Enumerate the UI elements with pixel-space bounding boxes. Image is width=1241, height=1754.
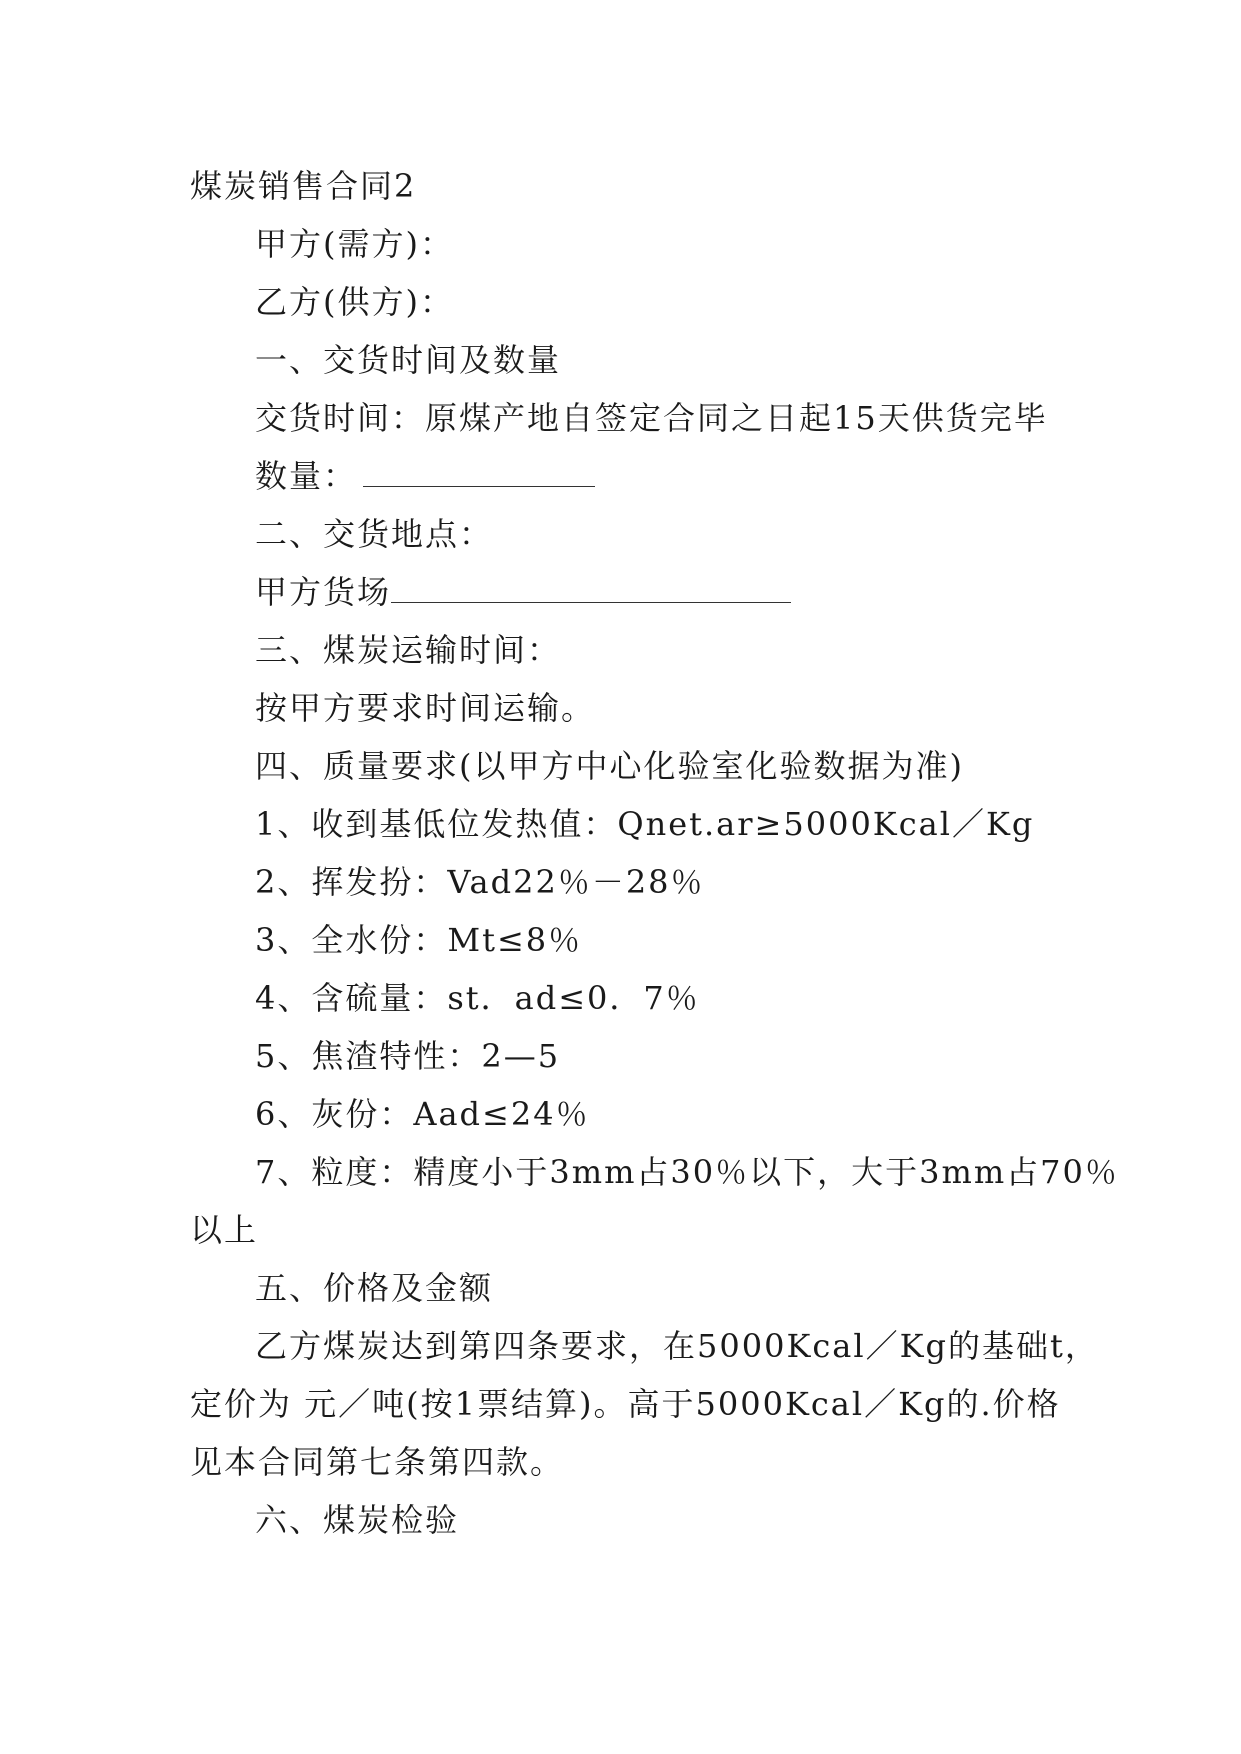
quality-item-1: 1、收到基低位发热值：Qnet.ar≥5000Kcal／Kg xyxy=(255,805,1035,843)
quality-item-4: 4、含硫量：st．ad≤0．7％ xyxy=(255,979,700,1017)
delivery-place-label: 甲方货场 xyxy=(255,573,392,611)
delivery-time: 交货时间：原煤产地自签定合同之日起15天供货完毕 xyxy=(255,399,1048,437)
quality-item-5: 5、焦渣特性：2—5 xyxy=(255,1037,561,1075)
party-a: 甲方(需方)： xyxy=(255,225,454,263)
quantity-line xyxy=(255,456,595,496)
section-5-line-2: 定价为 元／吨(按1票结算)。高于5000Kcal／Kg的.价格 xyxy=(190,1385,1061,1423)
section-5-line-3: 见本合同第七条第四款。 xyxy=(190,1443,565,1481)
section-4-heading: 四、质量要求(以甲方中心化验室化验数据为准) xyxy=(255,747,964,785)
section-3-body: 按甲方要求时间运输。 xyxy=(255,689,596,727)
delivery-place-blank xyxy=(391,574,791,603)
quality-item-7: 7、粒度：精度小于3mm占30％以下，大于3mm占70％ xyxy=(255,1153,1119,1191)
section-2-heading: 二、交货地点： xyxy=(255,515,494,553)
section-3-heading: 三、煤炭运输时间： xyxy=(255,631,562,669)
document-title: 煤炭销售合同2 xyxy=(190,167,417,205)
section-5-line-1: 乙方煤炭达到第四条要求，在5000Kcal／Kg的基础t， xyxy=(255,1327,1099,1365)
quality-item-7-cont: 以上 xyxy=(190,1211,259,1249)
quality-item-2: 2、挥发扮：Vad22％－28％ xyxy=(255,863,705,901)
section-6-heading: 六、煤炭检验 xyxy=(255,1501,460,1539)
party-b: 乙方(供方)： xyxy=(255,283,454,321)
quantity-blank xyxy=(363,458,595,487)
delivery-place-line xyxy=(255,572,791,612)
quantity-label: 数量： xyxy=(255,457,358,495)
quality-item-3: 3、全水份：Mt≤8％ xyxy=(255,921,583,959)
section-1-heading: 一、交货时间及数量 xyxy=(255,341,562,379)
quality-item-6: 6、灰份：Aad≤24％ xyxy=(255,1095,590,1133)
section-5-heading: 五、价格及金额 xyxy=(255,1269,494,1307)
